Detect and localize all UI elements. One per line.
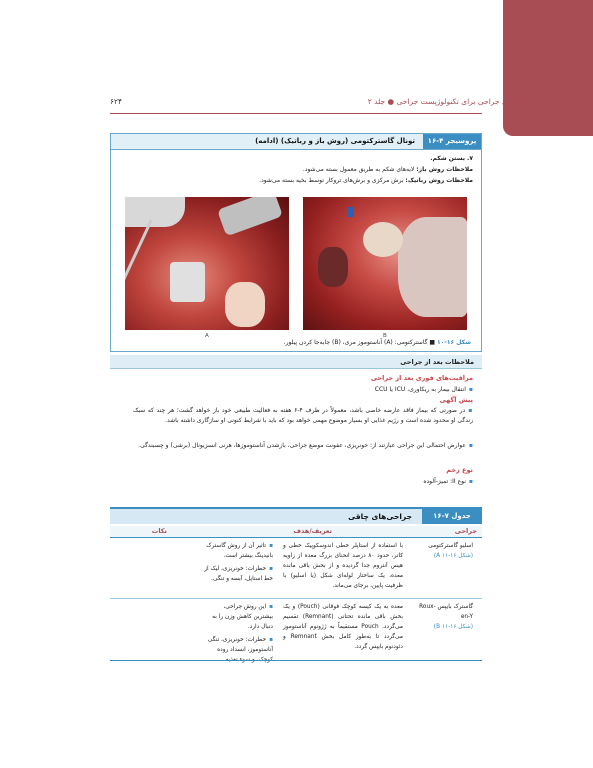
procedure-header [111,134,481,150]
surgical-photo-b [303,197,467,330]
table-row-2-note-2: ▪ خطرات: خونریزی، تنگی آناستوموز، انسداد روده [203,635,273,665]
table-row-1-definition: با استفاده از استاپلر خطی اندوسکوپیک خطی و کاتر، حدود ۸۰ درصد انحنای بزرگ معده از زاویه هیس آنتروم جدا گردیده و از بخش باقی مانده معده، یک ساختار لوله‌ای شکل (یا اسلیو) با ظرفیت پایین، برجای می‌ماند. [283,543,403,589]
immediate-care-item: ▪ انتقال بیمار به ریکاوری، ICU یا CCU [375,386,473,393]
wound-title: نوع زخم [446,466,473,474]
complications-text: ▪ عوارض احتمالی این جراحی عبارتند از: خونریزی، عفونت موضع جراحی، بازشدن آناستوموزها، هرنی انسزیونال (برشی) و چسبندگی. [133,441,473,451]
surgical-photo-a [125,197,289,330]
prognosis-text: ▪ در صورتی که بیمار فاقد عارضه خاصی باشد، معمولاً در ظرف ۴-۶ هفته به فعالیت طبیعی خود باز خواهد گشت؛ هر چند که سبک زندگی او محدود شده است و رژیم غذایی او بسیار موضوع مهمی خواهد بود که باید با شرایط کنونی او سازگاری داشته باشد. [133,406,473,426]
table-row-1-note-2: ▪ خطرات: خونریزی، لیک از خط استاپل، آبسه و تنگی. [203,564,273,584]
table-row-2-name: گاسترک بایپس Roux-en-Y (شکل B ۱۱-۱۶) [419,604,473,630]
table-title: جراحی‌های چاقی [348,512,412,521]
chapter-tab [503,0,593,136]
photo-label-a: A [205,333,209,339]
procedure-label: پروسیجر ۴-۱۶ [423,134,481,149]
table-row-1-note-1: ▪ تاثیر آن از روش گاسترک بانیدینگ بیشتر است. [203,541,273,561]
table-header [110,526,482,538]
wound-item: ▪ نوع II: تمیز-آلوده [423,478,473,485]
table-bottom-rule [110,660,482,661]
step-title: ۷. بستن شکم. [430,155,473,162]
header-procedure: جراحی [454,527,477,535]
open-considerations: ملاحظات روش باز: لایه‌های شکم به طریق معمول بسته می‌شود. [302,166,473,173]
header-rule [110,113,482,114]
table-row-2-notes [203,602,273,665]
running-head [110,97,530,111]
post-op-header: ملاحظات بعد از جراحی [110,355,482,369]
photo-label-b: B [383,333,387,339]
header-notes: نکات [151,527,167,535]
table-row-2-definition: معده به یک کیسه کوچک فوقانی (Pouch) و یک بخش باقی مانده تحتانی (Remnant) تقسیم می‌گردد. Pouch مستقیماً به ژژونوم آناستوموز می‌گردد تا به‌طور کامل بخش Remnant و دئودنوم بایپس گردد. [283,604,403,650]
table-label: جدول ۷-۱۶ [422,509,482,524]
table-title-bar [110,507,482,524]
table-row-1-notes [203,541,273,584]
table-row-1-name: اسلیو گاسترکتومی (شکل A ۱۱-۱۶) [428,543,473,559]
prognosis-title: پیش آگهی [439,396,473,404]
figure-caption: شکل ۱۶-۱۰ ■ گاسترکتومی: (A) آناستوموز مری، (B) جابه‌جا کردن پیلور. [283,339,471,346]
header-definition: تعریف/هدف [293,527,332,535]
table-row-2-note-1: ▪ این روش جراحی، بیشترین کاهش وزن را به دنبال دارد. [203,602,273,632]
procedure-title: تونال گاسترکتومی (روش باز و رباتیک) (ادامه) [255,137,415,145]
page-number: ۶۲۴ [110,97,123,106]
book-title: تکنولوژی جراحی برای تکنولوژیست جراحی ● جلد ۲ [367,97,530,106]
robotic-considerations: ملاحظات روش رباتیک: برش مرکزی و برش‌های تروکار توسط بخیه بسته می‌شود. [259,177,473,184]
immediate-care-title: مراقبت‌های فوری بعد از جراحی [370,374,473,382]
table-row-separator [110,598,482,599]
